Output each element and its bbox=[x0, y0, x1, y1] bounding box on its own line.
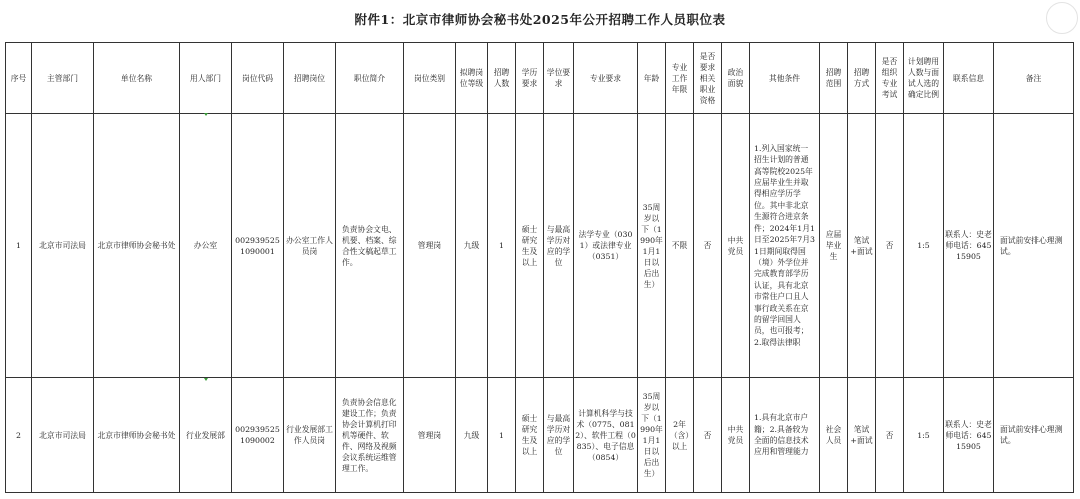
cell-level: 九级 bbox=[456, 114, 488, 378]
cell-method: 笔试+面试 bbox=[848, 114, 876, 378]
cell-years: 不限 bbox=[666, 114, 694, 378]
cell-major: 计算机科学与技术（0775、0812）、软件工程（0835）、电子信息（0854） bbox=[574, 378, 638, 493]
page-title: 附件1：北京市律师协会秘书处2025年公开招聘工作人员职位表 bbox=[354, 12, 726, 27]
cell-method: 笔试+面试 bbox=[848, 378, 876, 493]
cell-level: 九级 bbox=[456, 378, 488, 493]
cell-degree: 与最高学历对应的学位 bbox=[544, 378, 574, 493]
cell-degree: 与最高学历对应的学位 bbox=[544, 114, 574, 378]
cell-major: 法学专业（0301）或法律专业（0351） bbox=[574, 114, 638, 378]
header-cell: 是否组织专业考试 bbox=[876, 43, 904, 114]
cell-age: 35周岁以下（1990年1月1日以后出生） bbox=[638, 378, 666, 493]
cell-ratio: 1:5 bbox=[904, 378, 944, 493]
cell-political: 中共党员 bbox=[722, 378, 750, 493]
header-cell: 政治面貌 bbox=[722, 43, 750, 114]
cell-code: 0029395251090002 bbox=[232, 378, 284, 493]
header-cell: 招聘范围 bbox=[820, 43, 848, 114]
header-cell: 招聘方式 bbox=[848, 43, 876, 114]
cell-code: 0029395251090001 bbox=[232, 114, 284, 378]
cell-age: 35周岁以下（1990年1月1日以后出生） bbox=[638, 114, 666, 378]
header-cell: 学位要求 bbox=[544, 43, 574, 114]
cell-comment-marker bbox=[204, 113, 208, 116]
cell-count: 1 bbox=[488, 378, 516, 493]
header-cell: 联系信息 bbox=[944, 43, 994, 114]
cell-intro: 负责协会文电、机要、档案、综合性文稿起草工作。 bbox=[336, 114, 404, 378]
header-cell: 是否要求相关职业资格 bbox=[694, 43, 722, 114]
header-cell: 用人部门 bbox=[180, 43, 232, 114]
cell-edu: 硕士研究生及以上 bbox=[516, 114, 544, 378]
cell-post: 行业发展部工作人员岗 bbox=[284, 378, 336, 493]
cell-cert: 否 bbox=[694, 114, 722, 378]
cell-years: 2年（含）以上 bbox=[666, 378, 694, 493]
header-cell: 单位名称 bbox=[94, 43, 180, 114]
cell-dept: 北京市司法局 bbox=[32, 114, 94, 378]
cell-cert: 否 bbox=[694, 378, 722, 493]
header-cell: 计划聘用人数与面试人选的确定比例 bbox=[904, 43, 944, 114]
cell-note: 面试前安排心理测试。 bbox=[994, 114, 1074, 378]
cell-note: 面试前安排心理测试。 bbox=[994, 378, 1074, 493]
header-cell: 专业工作年限 bbox=[666, 43, 694, 114]
header-cell: 学历要求 bbox=[516, 43, 544, 114]
header-cell: 序号 bbox=[6, 43, 32, 114]
cell-other: 1.列入国家统一招生计划的普通高等院校2025年应届毕业生并取得相应学历学位。其中非北京生源符合进京条件；2024年1月1日至2025年7月31日期间取得国（境）外学位并完成教育部学历认证，具有北京市常住户口且人事行政关系在京的留学回国人员，也可报考；2.取得法律职 bbox=[750, 114, 820, 378]
header-cell: 年龄 bbox=[638, 43, 666, 114]
cell-contact: 联系人：史老师电话：64515905 bbox=[944, 378, 994, 493]
cell-exam: 否 bbox=[876, 114, 904, 378]
header-row bbox=[6, 43, 1074, 114]
cell-comment-marker bbox=[204, 378, 208, 381]
header-cell: 岗位代码 bbox=[232, 43, 284, 114]
cell-seq: 1 bbox=[6, 114, 32, 378]
cell-edu: 硕士研究生及以上 bbox=[516, 378, 544, 493]
cell-hire-dept: 办公室 bbox=[180, 114, 232, 378]
cell-intro: 负责协会信息化建设工作；负责协会计算机打印机等硬件、软件、网络及视频会议系统运维管理工作。 bbox=[336, 378, 404, 493]
header-cell: 其他条件 bbox=[750, 43, 820, 114]
cell-seq: 2 bbox=[6, 378, 32, 493]
cell-hire-dept: 行业发展部 bbox=[180, 378, 232, 493]
header-cell: 主管部门 bbox=[32, 43, 94, 114]
cell-political: 中共党员 bbox=[722, 114, 750, 378]
corner-decoration bbox=[1046, 2, 1078, 34]
cell-scope: 应届毕业生 bbox=[820, 114, 848, 378]
header-cell: 岗位类别 bbox=[404, 43, 456, 114]
cell-dept: 北京市司法局 bbox=[32, 378, 94, 493]
cell-other: 1.具有北京市户籍；2.具备较为全面的信息技术应用和管理能力 bbox=[750, 378, 820, 493]
cell-unit: 北京市律师协会秘书处 bbox=[94, 114, 180, 378]
header-cell: 专业要求 bbox=[574, 43, 638, 114]
cell-category: 管理岗 bbox=[404, 114, 456, 378]
cell-unit: 北京市律师协会秘书处 bbox=[94, 378, 180, 493]
header-cell: 拟聘岗位等级 bbox=[456, 43, 488, 114]
cell-scope: 社会人员 bbox=[820, 378, 848, 493]
header-cell: 招聘岗位 bbox=[284, 43, 336, 114]
table-row bbox=[6, 114, 1074, 378]
cell-exam: 否 bbox=[876, 378, 904, 493]
cell-post: 办公室工作人员岗 bbox=[284, 114, 336, 378]
cell-category: 管理岗 bbox=[404, 378, 456, 493]
header-cell: 职位简介 bbox=[336, 43, 404, 114]
table-row bbox=[6, 378, 1074, 493]
header-cell: 备注 bbox=[994, 43, 1074, 114]
cell-ratio: 1:5 bbox=[904, 114, 944, 378]
header-cell: 招聘人数 bbox=[488, 43, 516, 114]
positions-table bbox=[5, 42, 1074, 493]
cell-contact: 联系人：史老师电话：64515905 bbox=[944, 114, 994, 378]
cell-count: 1 bbox=[488, 114, 516, 378]
